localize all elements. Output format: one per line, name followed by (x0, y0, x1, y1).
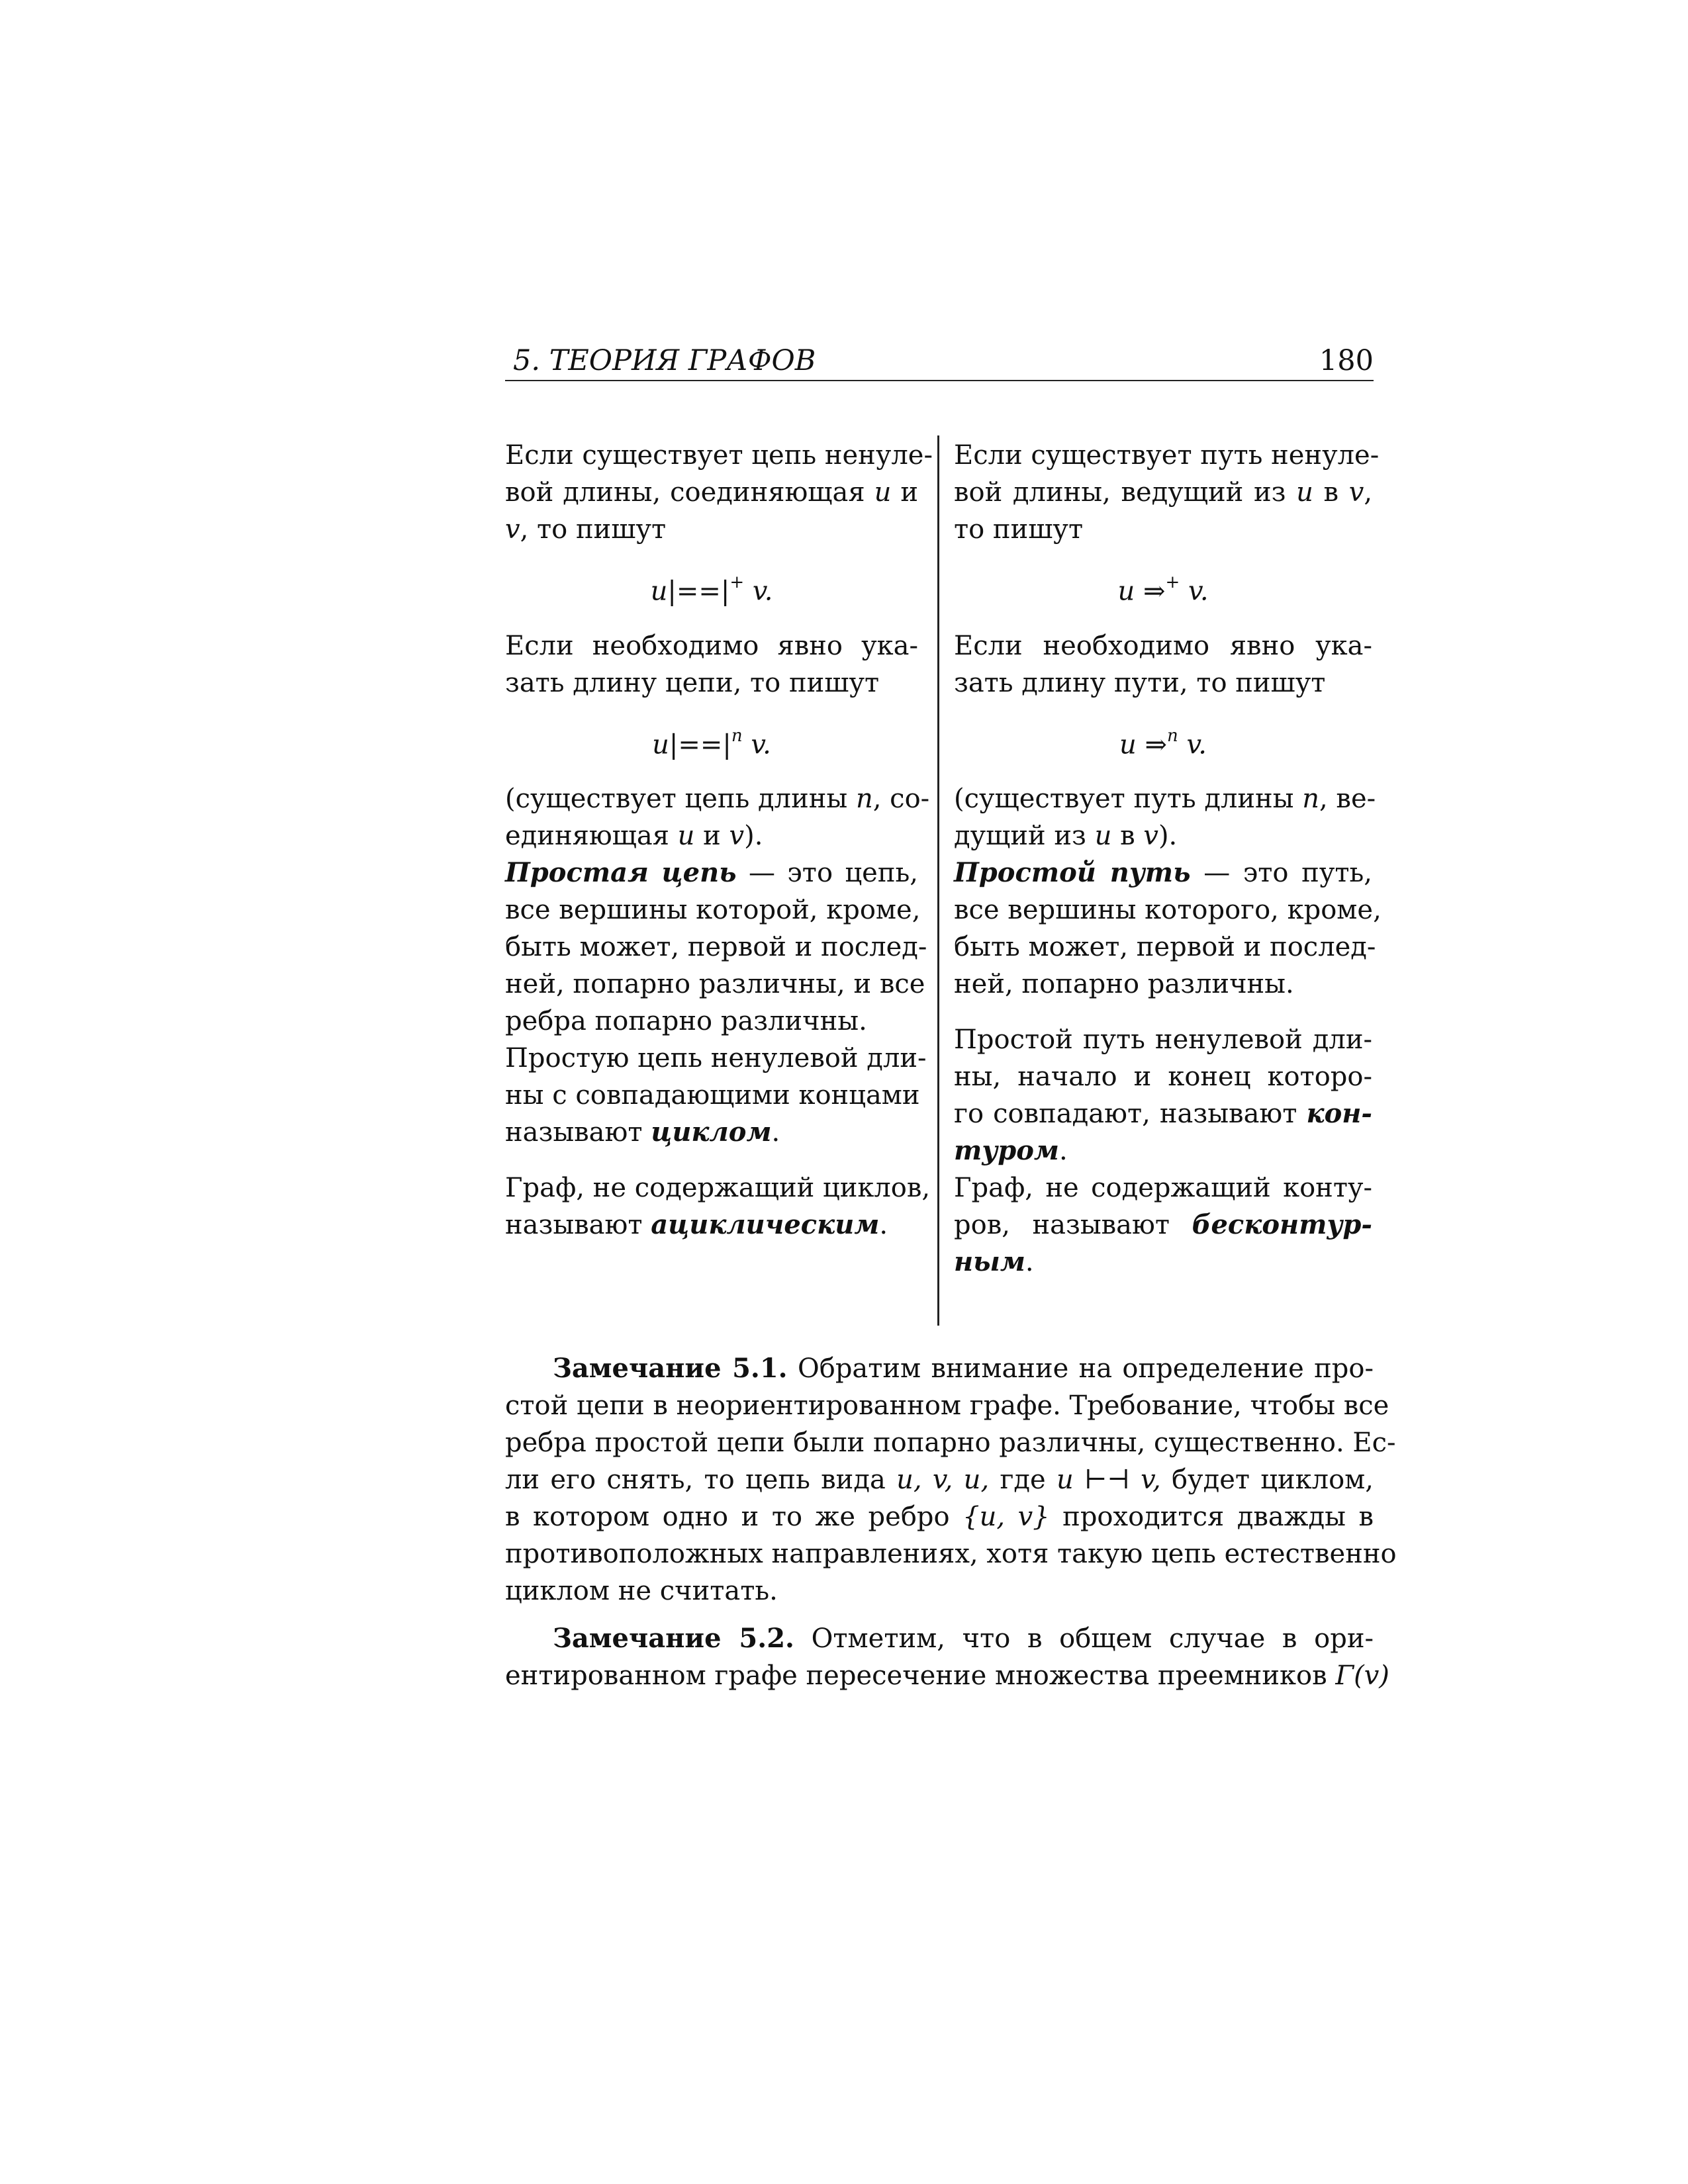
text-line: ребра попарно различны. (505, 1006, 867, 1037)
right-paragraph-6 (954, 1169, 1372, 1281)
text-line: называют ациклическим. (505, 1209, 888, 1241)
defined-term: Простая цепь (505, 857, 737, 889)
text-line: быть может, первой и послед- (505, 932, 927, 963)
text-line: v, то пишут (505, 514, 667, 545)
text-line: вой длины, ведущий из u в v, (954, 477, 1373, 508)
right-paragraph-5 (954, 1021, 1372, 1169)
left-paragraph-6 (505, 1169, 931, 1244)
text-line: ли его снять, то цепь вида u, v, u, где u ⊢⊣ v, будет циклом, (505, 1465, 1374, 1495)
text-line: зать длину цепи, то пишут (505, 667, 880, 698)
page-number: 180 (1319, 344, 1374, 377)
text-line: все вершины которой, кроме, (505, 895, 921, 926)
text-line: туром. (954, 1135, 1068, 1167)
defined-term: Простой путь (954, 857, 1191, 889)
text-line: ребра простой цепи были попарно различны, существенно. Ес- (505, 1428, 1396, 1458)
text-line: го совпадают, называют кон- (954, 1098, 1373, 1130)
left-paragraph-4 (505, 854, 927, 1040)
spacer (954, 1003, 1372, 1021)
text-line: противоположных направлениях, хотя такую цепь естественно (505, 1539, 1397, 1569)
left-paragraph-2 (505, 627, 918, 702)
remark-5-1 (505, 1350, 1397, 1610)
text-line: стой цепи в неориентированном графе. Требование, чтобы все (505, 1390, 1389, 1421)
text-line: зать длину пути, то пишут (954, 667, 1326, 698)
text-line: Замечание 5.2. Отметим, что в общем случае в ори- (553, 1623, 1374, 1654)
text-line: дущий из u в v). (954, 821, 1178, 852)
text-line: Если существует цепь ненуле- (505, 440, 933, 471)
text-line: Если существует путь ненуле- (954, 440, 1380, 471)
text-line: Простая цепь — это цепь, (505, 857, 918, 889)
formula-chain-length-n: $u|==|^n$ v. (652, 725, 771, 760)
defined-term: туром (954, 1135, 1059, 1167)
defined-term: бесконтур- (1192, 1209, 1372, 1241)
left-paragraph-1 (505, 437, 933, 548)
text-line: ров, называют бесконтур- (954, 1209, 1372, 1241)
left-paragraph-3 (505, 780, 930, 854)
text-line: ней, попарно различны. (954, 969, 1294, 1000)
text-line: быть может, первой и послед- (954, 932, 1376, 963)
formula-chain-nonzero: u|==|+ v. (650, 572, 773, 607)
right-column-directed (954, 437, 1382, 1281)
text-line: то пишут (954, 514, 1084, 545)
text-line: вой длины, соединяющая u и (505, 477, 918, 508)
text-line: Граф, не содержащий циклов, (505, 1173, 931, 1204)
text-line: ентированном графе пересечение множества преемников Γ(v) (505, 1661, 1389, 1691)
text-line: ны с совпадающими концами (505, 1080, 920, 1111)
text-line: Если необходимо явно ука- (505, 630, 918, 661)
right-paragraph-2 (954, 627, 1372, 702)
text-line: циклом не считать. (505, 1576, 778, 1606)
remark-label: Замечание 5.1. (553, 1353, 788, 1384)
text-line: (существует цепь длины n, со- (505, 784, 930, 815)
text-line: Замечание 5.1. Обратим внимание на определение про- (553, 1353, 1374, 1384)
text-line: Граф, не содержащий конту- (954, 1173, 1372, 1204)
running-header (505, 339, 1374, 381)
text-line: единяющая u и v). (505, 821, 763, 852)
page (505, 0, 1397, 2184)
text-line: в котором одно и то же ребро {u, v} проходится дважды в (505, 1502, 1374, 1532)
text-line: Если необходимо явно ука- (954, 630, 1372, 661)
formula-path-length-n: u ⇒$^n$ v. (1119, 725, 1207, 760)
text-line: (существует путь длины n, ве- (954, 784, 1376, 815)
left-paragraph-5 (505, 1040, 927, 1151)
defined-term: ным (954, 1246, 1025, 1278)
text-line: Простой путь ненулевой дли- (954, 1024, 1372, 1056)
formula-path-nonzero: u ⇒+ v. (1117, 572, 1209, 607)
remark-label: Замечание 5.2. (553, 1623, 794, 1654)
spacer (505, 1151, 918, 1169)
right-paragraph-4 (954, 854, 1382, 1003)
remark-5-2 (505, 1620, 1389, 1694)
right-paragraph-3 (954, 780, 1376, 854)
text-line: Простой путь — это путь, (954, 857, 1372, 889)
text-line: ным. (954, 1246, 1034, 1278)
left-column-undirected (505, 437, 933, 1244)
text-line: ны, начало и конец которо- (954, 1062, 1372, 1093)
text-line: все вершины которого, кроме, (954, 895, 1382, 926)
defined-term: кон- (1306, 1098, 1373, 1130)
defined-term: ациклическим (651, 1209, 880, 1241)
text-line: Простую цепь ненулевой дли- (505, 1043, 927, 1074)
defined-term: циклом (651, 1116, 772, 1148)
column-divider (937, 435, 939, 1326)
text-line: ней, попарно различны, и все (505, 969, 925, 1000)
right-paragraph-1 (954, 437, 1380, 548)
text-line: называют циклом. (505, 1116, 780, 1148)
chapter-title: 5. ТЕОРИЯ ГРАФОВ (513, 344, 816, 377)
